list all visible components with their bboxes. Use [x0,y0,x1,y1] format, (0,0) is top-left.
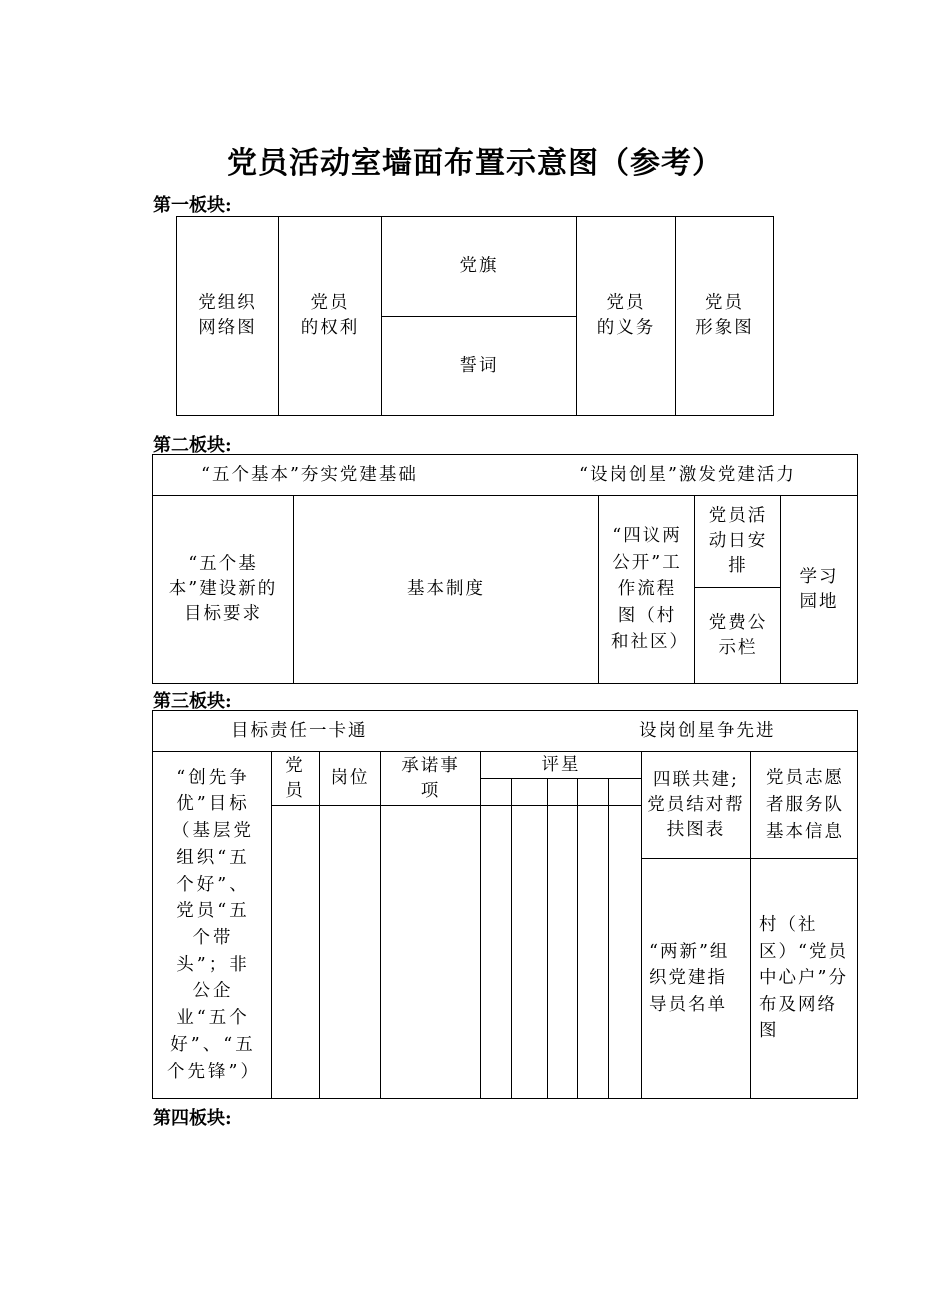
col-commit-header: 承诺事项 [401,755,460,801]
board2-header-left: “五个基本”夯实党建基础 [201,464,418,485]
col-post-header: 岗位 [330,768,370,788]
section-label-1: 第一板块: [153,195,232,216]
board-2 [152,454,858,684]
board-3 [152,710,858,1099]
section-label-3: 第三板块: [153,691,232,712]
flow-chart-cell: “四议两公开”工作流程图（村和社区） [611,526,689,653]
oath-cell: 誓词 [459,355,499,376]
party-flag-cell: 党旗 [459,256,499,276]
col-member-header: 党员 [285,755,305,801]
col-rating-header: 评星 [541,754,581,775]
org-network-cell: 党组织 网络图 [198,293,257,338]
board2-header-right: “设岗创星”激发党建活力 [579,464,796,485]
five-basics-goals-cell: “五个基本”建设新的目标要求 [168,554,278,624]
activity-day-cell: 党员活动日安排 [708,506,768,576]
member-rights-cell: 党员 的权利 [300,293,360,338]
section-label-4: 第四板块: [153,1108,232,1129]
board3-header-right: 设岗创星争先进 [639,720,776,741]
four-links-cell: 四联共建; 党员结对帮扶图表 [647,769,745,840]
basic-system-cell: 基本制度 [407,579,485,599]
dues-board-cell: 党费公示栏 [708,612,768,658]
board3-header-left: 目标责任一卡通 [231,720,368,741]
volunteer-info-cell: 党员志愿者服务队基本信息 [766,767,844,842]
section-label-2: 第二板块: [153,435,232,456]
member-image-cell: 党员 形象图 [695,293,754,338]
two-new-list-cell: “两新”组织党建指导员名单 [649,941,730,1015]
member-duties-cell: 党员 的义务 [596,293,656,338]
page-title: 党员活动室墙面布置示意图（参考） [227,146,723,181]
study-garden-cell: 学习 园地 [799,566,839,612]
board-1 [176,216,774,416]
strive-goals-cell: “创先争优”目标（基层党组织“五个好”、党员“五个带头”；非公企业“五个好”、“五个先锋”） [167,767,261,1082]
center-household-cell: 村（社区）“党员中心户”分布及网络图 [759,915,848,1042]
